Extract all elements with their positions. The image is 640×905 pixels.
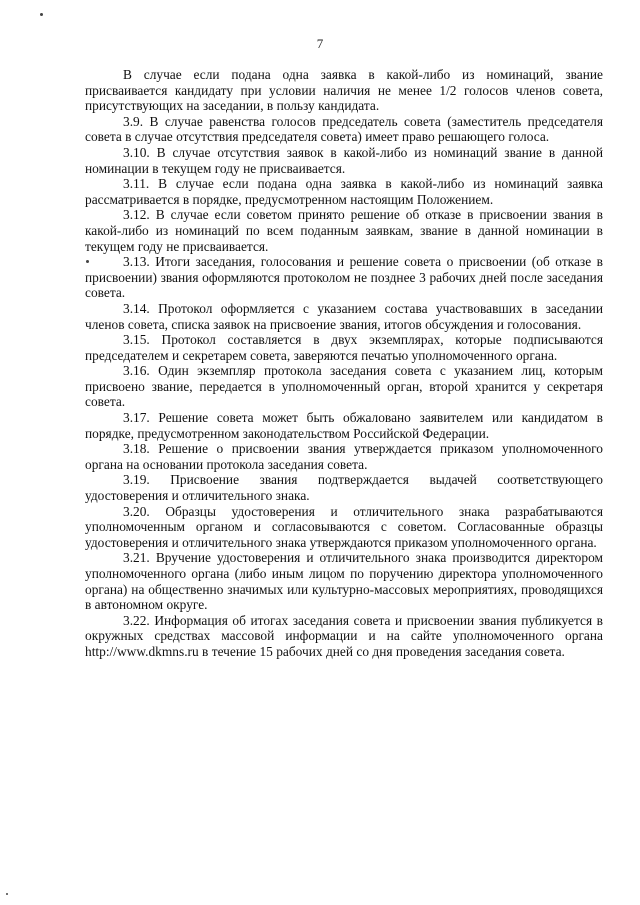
scan-speck-bottom [6, 893, 8, 895]
paragraph-3-16: 3.16. Один экземпляр протокола заседания совета с указанием лиц, которым присвоено звание, передается в уполномоченный орган, второй хранится у секретаря совета. [85, 363, 603, 410]
paragraph-3-11: 3.11. В случае если подана одна заявка в какой-либо из номинаций заявка рассматривается в порядке, предусмотренном настоящим Положением. [85, 176, 603, 207]
page-number: 7 [316, 36, 324, 51]
paragraph-3-18: 3.18. Решение о присвоении звания утверждается приказом уполномоченного органа на основании протокола заседания совета. [85, 441, 603, 472]
paragraph-3-15: 3.15. Протокол составляется в двух экземплярах, которые подписываются председателем и секретарем совета, заверяются печатью уполномоченного органа. [85, 332, 603, 363]
paragraph-3-21: 3.21. Вручение удостоверения и отличительного знака производится директором уполномоченного органа (либо иным лицом по поручению директора уполномоченного органа) на общественно значимых или культурно-массовых мероприятиях, проводящихся в автономном округе. [85, 550, 603, 613]
paragraph-3-20: 3.20. Образцы удостоверения и отличительного знака разрабатываются уполномоченным органом и согласовываются с советом. Согласованные образцы удостоверения и отличительного знака утверждаются приказом уполномоченного органа. [85, 503, 603, 550]
scan-speck-top [40, 13, 43, 16]
paragraph-3-8-continuation: В случае если подана одна заявка в какой-либо из номинаций, звание присваивается кандидату при условии наличия не менее 1/2 голосов членов совета, присутствующих на заседании, в пользу кандидата. [85, 67, 603, 114]
paragraph-3-19: 3.19. Присвоение звания подтверждается выдачей соответствующего удостоверения и отличительного знака. [85, 472, 603, 504]
paragraph-3-13: 3.13. Итоги заседания, голосования и решение совета о присвоении (об отказе в присвоении) звания оформляются протоколом не позднее 3 рабочих дней после заседания совета. [85, 254, 603, 301]
paragraph-3-22: 3.22. Информация об итогах заседания совета и присвоении звания публикуется в окружных средствах массовой информации и на сайте уполномоченного органа http://www.dkmns.ru в течение 15 рабочих дней со дня проведения заседания совета. [85, 612, 603, 659]
paragraph-3-17: 3.17. Решение совета может быть обжаловано заявителем или кандидатом в порядке, предусмотренном законодательством Российской Федерации. [85, 410, 603, 441]
paragraph-3-14: 3.14. Протокол оформляется с указанием состава участвовавших в заседании членов совета, списка заявок на присвоение звания, итогов обсуждения и голосования. [85, 300, 603, 332]
document-body [85, 67, 603, 660]
paragraph-3-12: 3.12. В случае если советом принято решение об отказе в присвоении звания в какой-либо из номинаций по всем поданным заявкам, звание в данной номинации в текущем году не присваивается. [85, 207, 603, 254]
paragraph-3-9: 3.9. В случае равенства голосов председатель совета (заместитель председателя совета в случае отсутствия председателя совета) имеет право решающего голоса. [85, 113, 603, 145]
paragraph-3-10: 3.10. В случае отсутствия заявок в какой-либо из номинаций звание в данной номинации в текущем году не присваивается. [85, 144, 603, 176]
